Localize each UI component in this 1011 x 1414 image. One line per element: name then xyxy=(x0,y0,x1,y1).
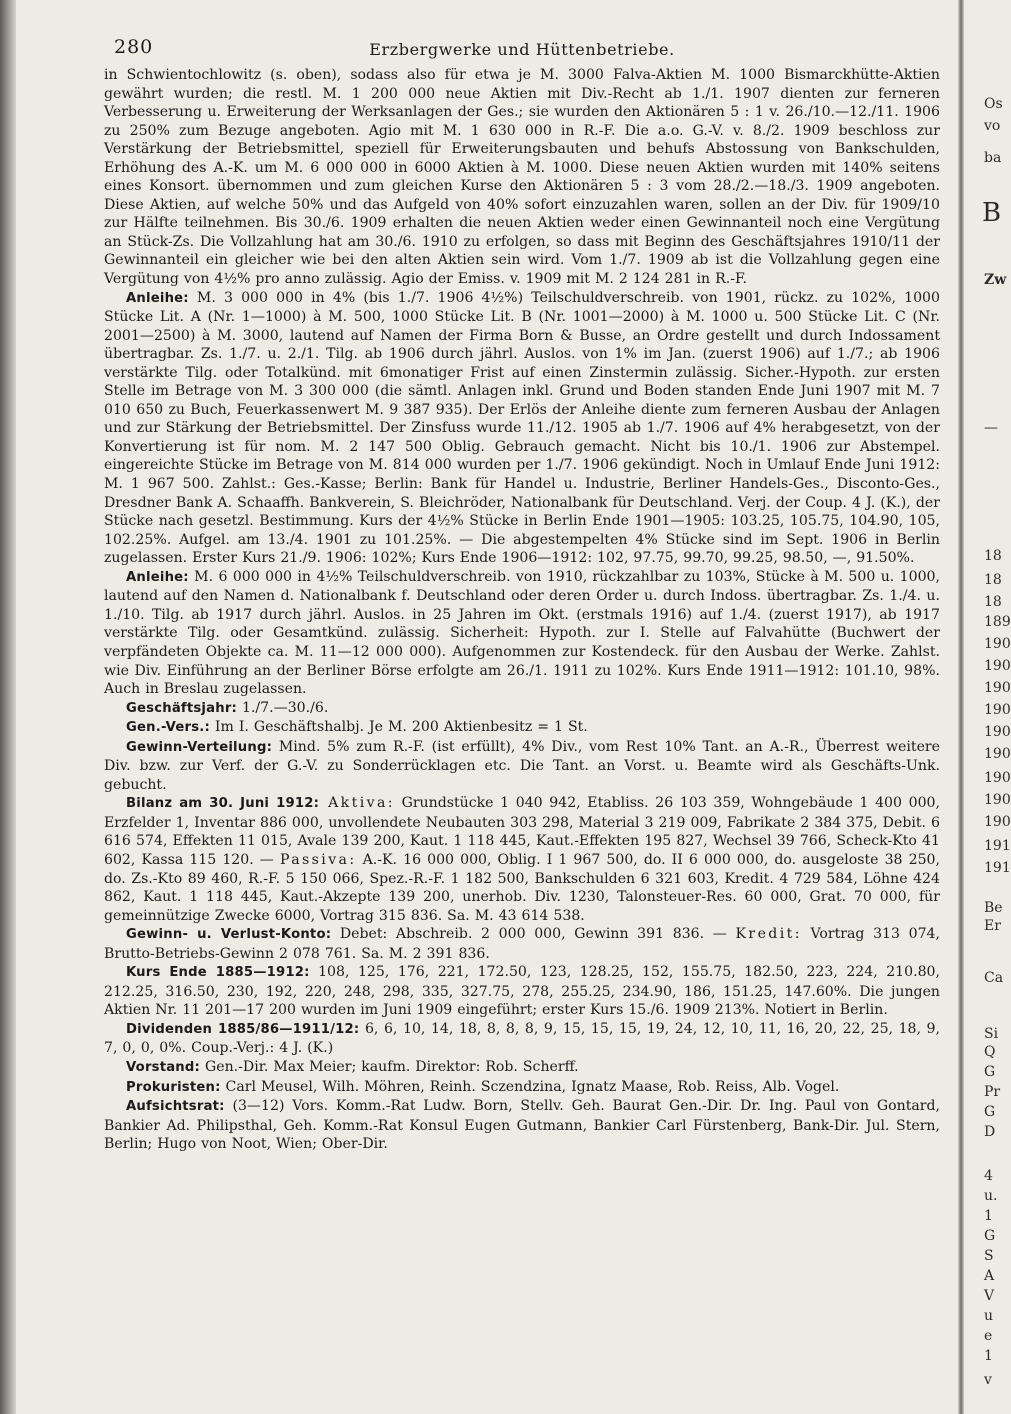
adjacent-page-fragment: Q xyxy=(984,1044,996,1060)
entry-label: Geschäftsjahr: xyxy=(126,700,237,716)
adjacent-page-fragment: 1 xyxy=(984,1348,993,1364)
entry-text: Debet: Abschreib. 2 000 000, Gewinn 391 836. — xyxy=(331,926,736,943)
entry-text: 108, 125, 176, 221, 172.50, 123, 128.25, 152, 155.75, 182.50, 223, 224, 210.80, 212.25, 316.50, 230, 192, 220, 248, 298, 335, 327.75, 278, 255.25, 234.90, 186, 151.25, 147.60%. Die jungen Aktien Nr. 11 201—17 200 wurden im Juni 1909 eingeführt; erster Kurs 15./6. 1909 213%. Notiert in Berlin. xyxy=(104,964,940,1019)
adjacent-page-fragment: ba xyxy=(984,150,1002,166)
adjacent-page-fragment: 190 xyxy=(984,746,1011,762)
adjacent-page-fragment: Be xyxy=(984,900,1003,916)
scan-left-edge xyxy=(0,0,16,1414)
entry-label: Kurs Ende 1885—1912: xyxy=(126,965,310,981)
entry-text: 6, 6, 10, 14, 18, 8, 8, 8, 9, 15, 15, 15, 19, 24, 12, 10, 11, 16, 20, 22, 25, 18, 9, 7, 0, 0, 0%. Coup.-Verj.: 4 J. (K.) xyxy=(104,1020,940,1057)
adjacent-page-fragment: vo xyxy=(984,118,1001,134)
adjacent-page-fragment: Si xyxy=(984,1026,999,1042)
intro-text: in Schwientochlowitz (s. oben), sodass also für etwa je M. 3000 Falva-Aktien M. 1000 Bismarckhütte-Aktien gewährt wurden; die restl. M. 1 200 000 neue Aktien mit Div.-Recht ab 1./1. 1907 dienten zur ferneren Verbesserung u. Erweiterung der Werksanlagen der Ges.; sie wurden den Aktionären 5 : 1 v. 26./10.—12./11. 1906 zu 250% zum Bezuge angeboten. Agio mit M. 1 630 000 in R.-F. Die a.o. G.-V. v. 8./2. 1909 beschloss zur Verstärkung der Betriebsmittel, speziell für Erweiterungsbauten und behufs Abstossung von Bankschulden, Erhöhung des A.-K. um M. 6 000 000 in 6000 Aktien à M. 1000. Diese neuen Aktien wurden mit 140% seitens eines Konsort. übernommen und zum gleichen Kurse den Aktionären 5 : 3 vom 28./2.—18./3. 1909 angeboten. Diese Aktien, auf welche 50% und das Aufgeld von 40% sofort einzuzahlen waren, sollen an der Div. für 1909/10 zur Hälfte teilnehmen. Bis 30./6. 1909 erhalten die neuen Aktien weder einen Gewinnanteil noch eine Vergütung an Stück-Zs. Die Vollzahlung hat am 30./6. 1910 zu erfolgen, so dass mit Beginn des Geschäftsjahres 1910/11 der Gewinnanteil ein gleicher wie bei den alten Aktien sein wird. Vom 1./7. 1909 ab ist die Vollzahlung gegen eine Vergütung von 4½% pro anno zulässig. Agio der Emiss. v. 1909 mit M. 2 124 281 in R.-F. xyxy=(104,67,940,288)
adjacent-page-fragment: 191 xyxy=(984,838,1011,854)
entry-label: Gen.-Vers.: xyxy=(126,720,210,736)
entry-paragraph xyxy=(104,794,940,925)
entry-label: Gewinn- u. Verlust-Konto: xyxy=(126,927,332,943)
entry-paragraph xyxy=(104,289,940,568)
adjacent-page-fragment: 190 xyxy=(984,680,1011,696)
entry-text: Vortrag 313 074, Brutto-Betriebs-Gewinn 2 078 761. Sa. M. 2 391 836. xyxy=(104,926,941,962)
entry-label: Bilanz am 30. Juni 1912: xyxy=(126,796,320,812)
adjacent-page-fragment: 18 xyxy=(984,572,1002,588)
entry-label: Prokuristen: xyxy=(126,1079,221,1095)
adjacent-page-fragment: A xyxy=(984,1268,995,1284)
entry-label: Gewinn-Verteilung: xyxy=(126,739,273,755)
adjacent-page-fragment: 189 xyxy=(984,614,1011,630)
adjacent-page-fragment: V xyxy=(984,1288,995,1304)
entry-label: Dividenden 1885/86—1911/12: xyxy=(126,1021,360,1037)
entry-paragraph xyxy=(104,963,940,1020)
entry-label: Anleihe: xyxy=(126,290,189,306)
adjacent-page-fragment: S xyxy=(984,1248,994,1264)
spaced-heading: Passiva: xyxy=(279,851,357,868)
adjacent-page-fragment: Zw xyxy=(984,272,1007,288)
adjacent-page-fragment: e xyxy=(984,1328,993,1344)
entry-paragraph xyxy=(104,1078,940,1098)
entry-paragraph xyxy=(104,1097,940,1154)
adjacent-page-fragment: 190 xyxy=(984,702,1011,718)
adjacent-page-fragment: Os xyxy=(984,96,1003,112)
entry-text: A.-K. 16 000 000, Oblig. I 1 967 500, do. II 6 000 000, do. ausgeloste 38 250, do. Zs.-Kto 89 460, R.-F. 5 150 066, Spez.-R.-F. 1 182 500, Bankschulden 6 321 603, Kredit. 4 729 584, Löhne 424 862, Kaut. 1 118 445, Kaut.-Akzepte 139 200, unerhob. Div. 1230, Talonsteuer-Res. 60 000, Grat. 70 000, für gemeinnützige Zwecke 6000, Vortrag 315 836. Sa. M. 43 614 538. xyxy=(104,851,940,924)
adjacent-page-fragment: 18 xyxy=(984,548,1002,564)
entry-text: Gen.-Dir. Max Meier; kaufm. Direktor: Rob. Scherff. xyxy=(200,1058,579,1075)
adjacent-page-fragment: 190 xyxy=(984,636,1011,652)
adjacent-page-fragment: B xyxy=(982,198,1002,228)
adjacent-page-fragment: 4 xyxy=(984,1168,993,1184)
entry-text: M. 6 000 000 in 4½% Teilschuldverschreib. von 1910, rückzahlbar zu 103%, Stücke à M. 500 u. 1000, lautend auf den Namen d. Nationalbank f. Deutschland oder deren Order u. durch Indoss. übertragbar. Zs. 1./4. u. 1./10. Tilg. ab 1917 durch jährl. Auslos. in 25 Jahren im Okt. (erstmals 1916) auf 1./4. (zuerst 1917), ab 1917 verstärkte Tilg. oder Gesamtkünd. zulässig. Sicherheit: Hypoth. zur I. Stelle auf Falvahütte (Buchwert der verpfändeten Objekte ca. M. 11—12 000 000). Aufgenommen zur Kostendeck. für den Ausbau der Werke. Zahlst. wie Div. Einführung an der Berliner Börse erfolgte am 26./1. 1911 zu 102%. Kurs Ende 1911—1912: 101.10, 98%. Auch in Breslau zugelassen. xyxy=(104,568,940,698)
adjacent-page-fragment: v xyxy=(984,1372,992,1388)
entry-paragraph xyxy=(104,699,940,719)
spaced-heading: Aktiva: xyxy=(319,795,395,812)
entry-text: M. 3 000 000 in 4% (bis 1./7. 1906 4½%) Teilschuldverschreib. von 1901, rückz. zu 102%, 1000 Stücke Lit. A (Nr. 1—1000) à M. 500, 1000 Stücke Lit. B (Nr. 1001—2000) à M. 1000 u. 500 Stücke Lit. C (Nr. 2001—2500) à M. 3000, lautend auf Namen der Firma Born & Busse, an Ordre gestellt und durch Indossament übertragbar. Zs. 1./7. u. 2./1. Tilg. ab 1906 durch jährl. Auslos. von 1% im Jan. (zuerst 1906) auf 1./7.; ab 1906 verstärkte Tilg. oder Totalkünd. mit 6monatiger Frist auf einen Zinstermin zulässig. Sicher.-Hypoth. zur ersten Stelle im Betrage von M. 3 300 000 (die sämtl. Anlagen inkl. Grund und Boden standen Ende Juni 1907 mit M. 7 010 650 zu Buch, Feuerkassenwert M. 9 387 935). Der Erlös der Anleihe diente zum ferneren Ausbau der Anlagen und zur Stärkung der Betriebsmittel. Der Zinsfuss wurde 11./12. 1905 ab 1./7. 1906 auf 4% herabgesetzt, von der Konvertierung ist für nom. M. 2 147 500 Oblig. Gebrauch gemacht. Nicht bis 10./1. 1906 zur Abstempel. eingereichte Stücke im Betrage von M. 814 000 wurden per 1./7. 1906 gekündigt. Noch in Umlauf Ende Juni 1912: M. 1 967 500. Zahlst.: Ges.-Kasse; Berlin: Bank für Handel u. Industrie, Berliner Handels-Ges., Disconto-Ges., Dresdner Bank A. Schaaffh. Bankverein, S. Bleichröder, Nationalbank für Deutschland. Verj. der Coup. 4 J. (K.), der Stücke nach gesetzl. Bestimmung. Kurs der 4½% Stücke in Berlin Ende 1901—1905: 103.25, 105.75, 104.90, 105, 102.25%. Aufgel. am 13./4. 1901 zu 101.25%. — Die abgestempelten 4% Stücke sind im Sept. 1906 in Berlin zugelassen. Erster Kurs 21./9. 1906: 102%; Kurs Ende 1906—1912: 102, 97.75, 99.70, 99.25, 98.50, —, 91.50%. xyxy=(104,289,940,567)
adjacent-page-fragment: 190 xyxy=(984,770,1011,786)
entry-paragraph xyxy=(104,925,940,963)
adjacent-page-fragment: u. xyxy=(984,1188,998,1204)
entry-text: Carl Meusel, Wilh. Möhren, Reinh. Sczendzina, Ignatz Maase, Rob. Reiss, Alb. Vogel. xyxy=(220,1078,840,1095)
entry-label: Anleihe: xyxy=(126,569,189,585)
adjacent-page-fragment: 190 xyxy=(984,658,1011,674)
adjacent-page-fragment: G xyxy=(984,1228,996,1244)
entry-text: Im I. Geschäftshalbj. Je M. 200 Aktienbesitz = 1 St. xyxy=(209,719,588,736)
adjacent-page-fragment: Ca xyxy=(984,970,1004,986)
entry-paragraph xyxy=(104,718,940,738)
book-gutter xyxy=(958,0,964,1414)
entry-text: 1./7.—30./6. xyxy=(237,699,329,716)
adjacent-page-edge xyxy=(968,0,1011,1414)
adjacent-page-fragment: G xyxy=(984,1064,996,1080)
entry-label: Aufsichtsrat: xyxy=(126,1099,225,1115)
adjacent-page-fragment: Pr xyxy=(984,1084,1001,1100)
intro-paragraph xyxy=(104,66,940,289)
adjacent-page-fragment: D xyxy=(984,1124,996,1140)
adjacent-page-fragment: u xyxy=(984,1308,994,1324)
page-header xyxy=(104,30,940,66)
entry-text: (3—12) Vors. Komm.-Rat Ludw. Born, Stellv. Geh. Baurat Gen.-Dir. Dr. Ing. Paul von Gontard, Bankier Ad. Philipsthal, Geh. Komm.-Rat Konsul Eugen Gutmann, Bankier Carl Fürstenberg, Bank-Dir. Jul. Stern, Berlin; Hugo von Noot, Wien; Ober-Dir. xyxy=(104,1098,940,1153)
running-title: Erzbergwerke und Hüttenbetriebe. xyxy=(369,40,675,59)
entry-label: Vorstand: xyxy=(126,1059,201,1075)
adjacent-page-fragment: 18 xyxy=(984,594,1002,610)
adjacent-page-fragment: — xyxy=(984,420,998,436)
page-number: 280 xyxy=(114,36,154,58)
book-page xyxy=(104,30,940,1400)
adjacent-page-fragment: G xyxy=(984,1104,996,1120)
entry-text: Mind. 5% zum R.-F. (ist erfüllt), 4% Div., vom Rest 10% Tant. an A.-R., Überrest weitere Div. bzw. zur Verf. der G.-V. zu Sonderrücklagen etc. Die Tant. an Vorst. u. Beamte wird als Geschäfts-Unk. gebucht. xyxy=(104,738,940,793)
adjacent-page-fragment: 190 xyxy=(984,792,1011,808)
entry-text: Grundstücke 1 040 942, Etabliss. 26 103 359, Wohngebäude 1 400 000, Erzfelder 1, Inventar 886 000, unvollendete Neubauten 303 298, Material 3 219 009, Fabrikate 2 384 375, Debit. 6 616 574, Effekten 11 015, Avale 139 200, Kaut. 1 118 445, Kaut.-Effekten 195 827, Wechsel 39 766, Scheck-Kto 41 602, Kassa 115 120. — xyxy=(104,795,941,868)
adjacent-page-fragment: Er xyxy=(984,918,1001,934)
page-body xyxy=(104,66,940,1154)
adjacent-page-fragment: 1 xyxy=(984,1208,993,1224)
adjacent-page-fragment: 191 xyxy=(984,860,1011,876)
entry-paragraph xyxy=(104,738,940,795)
spaced-heading: Kredit: xyxy=(735,926,802,943)
adjacent-page-fragment: 190 xyxy=(984,724,1011,740)
entry-paragraph xyxy=(104,568,940,699)
adjacent-page-fragment: 190 xyxy=(984,814,1011,830)
entry-paragraph xyxy=(104,1020,940,1058)
entry-paragraph xyxy=(104,1058,940,1078)
